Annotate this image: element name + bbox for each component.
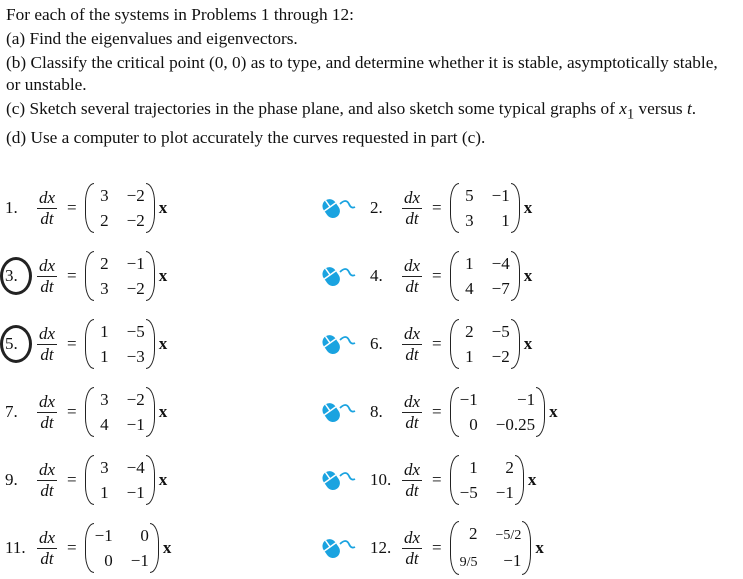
matrix-entry: [95, 185, 109, 206]
vector-x: x: [523, 198, 533, 217]
vector-x: x: [158, 198, 168, 217]
matrix-entry: [492, 253, 510, 274]
entry-value: −1: [126, 254, 145, 273]
numerator: dx: [404, 391, 421, 411]
mouse-icon[interactable]: [320, 332, 356, 361]
problem-number: [5, 402, 33, 422]
matrix-entry: [496, 482, 514, 503]
matrix-entry: [496, 550, 522, 573]
derivative: [37, 528, 57, 569]
derivative: [37, 392, 57, 433]
matrix-entry: [127, 457, 145, 478]
problem-11: [5, 518, 171, 578]
vector-x: x: [527, 470, 537, 489]
matrix-entry: [460, 414, 478, 435]
matrix-entry: [95, 278, 109, 299]
derivative: [37, 460, 57, 501]
entry-value: 5: [465, 186, 474, 205]
entry-value: 1: [100, 483, 109, 502]
derivative: [37, 188, 57, 229]
var-t: t: [686, 99, 692, 118]
equals-sign: =: [67, 402, 77, 421]
entry-value: 0: [104, 551, 113, 570]
matrix-entry: [496, 414, 535, 435]
number-label: 6.: [370, 334, 383, 353]
problem-number: [5, 198, 33, 218]
matrix-entry: [95, 389, 109, 410]
problem-number: [370, 266, 398, 286]
matrix: [450, 455, 524, 505]
matrix-entry: [95, 321, 109, 342]
matrix-entry: [127, 321, 145, 342]
number-label: 7.: [5, 402, 18, 421]
number-label: 3.: [5, 266, 18, 285]
problem-4: [370, 246, 532, 306]
entry-value: −4: [491, 254, 510, 273]
vector-x: x: [162, 538, 172, 557]
equals-sign: =: [432, 334, 442, 353]
matrix-entry: [460, 346, 474, 367]
mouse-icon[interactable]: [320, 536, 356, 565]
matrix-entry: [460, 185, 474, 206]
entry-value: −2: [126, 390, 145, 409]
entry-value: −1: [459, 390, 478, 409]
entry-value: 2: [469, 524, 478, 543]
problem-6: [370, 314, 532, 374]
entry-value: 3: [100, 390, 109, 409]
number-label: 8.: [370, 402, 383, 421]
numerator: dx: [404, 323, 421, 343]
matrix-entry: [496, 389, 535, 410]
matrix-entry: [127, 346, 145, 367]
equals-sign: =: [432, 470, 442, 489]
part-c-versus: versus: [634, 99, 687, 118]
matrix-entry: [460, 210, 474, 231]
vector-x: x: [549, 402, 558, 421]
problem-10: [370, 450, 536, 510]
problem-number: [370, 198, 398, 218]
matrix-entry: [127, 389, 145, 410]
vector-x: x: [158, 266, 168, 285]
numerator: dx: [39, 187, 56, 207]
vector-x: x: [535, 538, 544, 557]
entry-value: −2: [126, 186, 145, 205]
entry-value: −1: [491, 186, 510, 205]
matrix-entry: [492, 210, 510, 231]
denominator: dt: [405, 344, 419, 364]
matrix-entry: [460, 278, 474, 299]
entry-value: 1: [100, 322, 109, 341]
vector-x: x: [523, 334, 533, 353]
matrix-entry: [95, 550, 113, 571]
matrix-entry: [492, 321, 510, 342]
entry-value: 3: [100, 186, 109, 205]
problem-number: [370, 334, 398, 354]
denominator: dt: [405, 208, 419, 228]
matrix-entry: [460, 321, 474, 342]
entry-value: 1: [465, 347, 474, 366]
numerator: dx: [404, 187, 421, 207]
entry-value: 4: [465, 279, 474, 298]
subscript: 1: [626, 106, 635, 123]
numerator: dx: [39, 459, 56, 479]
period: .: [691, 99, 697, 118]
entry-value: 4: [100, 415, 109, 434]
problem-number: [5, 538, 33, 558]
numerator: dx: [39, 391, 56, 411]
matrix: [85, 455, 155, 505]
matrix-entry: [460, 253, 474, 274]
problem-3: [5, 246, 167, 306]
part-c: [6, 98, 736, 125]
entry-value: −7: [491, 279, 510, 298]
derivative: [37, 256, 57, 297]
entry-value: 0: [469, 415, 478, 434]
mouse-icon[interactable]: [320, 400, 356, 429]
matrix-entry: [496, 457, 514, 478]
mouse-icon[interactable]: [320, 196, 356, 225]
numerator: dx: [39, 527, 56, 547]
entry-value: 2: [100, 254, 109, 273]
problem-9: [5, 450, 167, 510]
matrix: [450, 251, 520, 301]
problem-8: [370, 382, 558, 442]
part-d: (d) Use a computer to plot accurately the curves requested in part (c).: [6, 128, 486, 148]
number-label: 10.: [370, 470, 392, 489]
denominator: dt: [405, 548, 419, 568]
matrix: [450, 319, 520, 369]
equals-sign: =: [432, 266, 442, 285]
problem-number: [5, 266, 33, 286]
matrix-entry: [492, 185, 510, 206]
matrix-entry: [95, 346, 109, 367]
denominator: dt: [40, 344, 54, 364]
entry-value: −0.25: [495, 415, 536, 434]
denominator: dt: [40, 412, 54, 432]
entry-value: 3: [465, 211, 474, 230]
entry-value: −5: [491, 322, 510, 341]
entry-value: −1: [516, 390, 536, 409]
vector-x: x: [158, 470, 168, 489]
denominator: dt: [405, 412, 419, 432]
var-x: x: [619, 99, 627, 118]
mouse-icon[interactable]: [320, 264, 356, 293]
entry-value: −1: [126, 415, 145, 434]
number-label: 12.: [370, 538, 392, 557]
problem-number: [5, 334, 33, 354]
numerator: dx: [404, 255, 421, 275]
equals-sign: =: [67, 470, 77, 489]
denominator: dt: [405, 480, 419, 500]
matrix: [85, 251, 155, 301]
entry-value: −2: [126, 279, 145, 298]
entry-value: 2: [505, 458, 514, 477]
equals-sign: =: [67, 538, 77, 557]
entry-value: −5: [126, 322, 145, 341]
matrix-entry: [492, 278, 510, 299]
equals-sign: =: [432, 538, 442, 557]
entry-value: −1: [94, 526, 113, 545]
circle-mark: [0, 325, 32, 363]
part-c-text: (c) Sketch several trajectories in the phase plane, and also sketch some typical graphs of: [6, 99, 620, 118]
entry-value: 1: [501, 211, 510, 230]
fraction-entry: 9/5: [459, 555, 478, 570]
matrix-entry: [127, 414, 145, 435]
matrix-entry: [95, 457, 109, 478]
vector-x: x: [158, 334, 168, 353]
number-label: 5.: [5, 334, 18, 353]
numerator: dx: [404, 459, 421, 479]
matrix: [85, 319, 155, 369]
entry-value: −2: [491, 347, 510, 366]
matrix-entry: [131, 525, 149, 546]
matrix-entry: [496, 523, 522, 546]
denominator: dt: [40, 548, 54, 568]
matrix-entry: [95, 414, 109, 435]
part-b: (b) Classify the critical point (0, 0) as to type, and determine whether it is stable, asymptotically stable, or unstable.: [6, 53, 718, 94]
entry-value: −1: [130, 551, 149, 570]
matrix-entry: [460, 482, 478, 503]
entry-value: −3: [126, 347, 145, 366]
circle-mark: [0, 257, 32, 295]
entry-value: 1: [469, 458, 478, 477]
numerator: dx: [39, 323, 56, 343]
vector-x: x: [523, 266, 533, 285]
entry-value: 0: [140, 526, 149, 545]
matrix-entry: [95, 482, 109, 503]
numerator: dx: [404, 527, 421, 547]
equals-sign: =: [432, 402, 442, 421]
number-label: 4.: [370, 266, 383, 285]
matrix: [450, 521, 532, 575]
derivative: [402, 460, 422, 501]
derivative: [402, 392, 422, 433]
derivative: [402, 256, 422, 297]
matrix: [85, 387, 155, 437]
derivative: [402, 188, 422, 229]
problem-number: [370, 402, 398, 422]
entry-value: 2: [465, 322, 474, 341]
part-a: (a) Find the eigenvalues and eigenvectors.: [6, 29, 298, 48]
equals-sign: =: [432, 198, 442, 217]
matrix-entry: [95, 210, 109, 231]
mouse-icon[interactable]: [320, 468, 356, 497]
problem-5: [5, 314, 167, 374]
matrix-entry: [127, 185, 145, 206]
number-label: 11.: [5, 538, 26, 557]
problem-7: [5, 382, 167, 442]
problem-2: [370, 178, 532, 238]
entry-value: −1: [503, 551, 522, 570]
derivative: [402, 528, 422, 569]
numerator: dx: [39, 255, 56, 275]
derivative: [37, 324, 57, 365]
equals-sign: =: [67, 198, 77, 217]
matrix-entry: [131, 550, 149, 571]
number-label: 2.: [370, 198, 383, 217]
entry-value: −5: [459, 483, 478, 502]
matrix-entry: [127, 253, 145, 274]
problem-number: [370, 470, 398, 490]
entry-value: −2: [126, 211, 145, 230]
matrix: [85, 183, 155, 233]
equals-sign: =: [67, 334, 77, 353]
entry-value: 1: [100, 347, 109, 366]
matrix-entry: [460, 550, 478, 573]
matrix: [85, 523, 159, 573]
matrix-entry: [460, 457, 478, 478]
denominator: dt: [40, 480, 54, 500]
entry-value: 3: [100, 279, 109, 298]
entry-value: −4: [126, 458, 145, 477]
matrix-entry: [460, 523, 478, 546]
matrix-entry: [127, 278, 145, 299]
problem-number: [5, 470, 33, 490]
matrix-entry: [95, 525, 113, 546]
entry-value: 2: [100, 211, 109, 230]
problem-12: [370, 518, 544, 578]
entry-value: −1: [126, 483, 145, 502]
vector-x: x: [158, 402, 168, 421]
matrix-entry: [492, 346, 510, 367]
derivative: [402, 324, 422, 365]
instructions: [6, 4, 736, 149]
number-label: 9.: [5, 470, 18, 489]
entry-value: −1: [495, 483, 514, 502]
fraction-entry: −5/2: [495, 528, 522, 543]
matrix: [450, 387, 545, 437]
matrix: [450, 183, 520, 233]
entry-value: 3: [100, 458, 109, 477]
matrix-entry: [127, 482, 145, 503]
denominator: dt: [40, 208, 54, 228]
problem-number: [370, 538, 398, 558]
denominator: dt: [40, 276, 54, 296]
intro-line: For each of the systems in Problems 1 through 12:: [6, 5, 354, 24]
matrix-entry: [95, 253, 109, 274]
matrix-entry: [460, 389, 478, 410]
matrix-entry: [127, 210, 145, 231]
entry-value: 1: [465, 254, 474, 273]
denominator: dt: [405, 276, 419, 296]
equals-sign: =: [67, 266, 77, 285]
number-label: 1.: [5, 198, 18, 217]
problem-1: [5, 178, 167, 238]
